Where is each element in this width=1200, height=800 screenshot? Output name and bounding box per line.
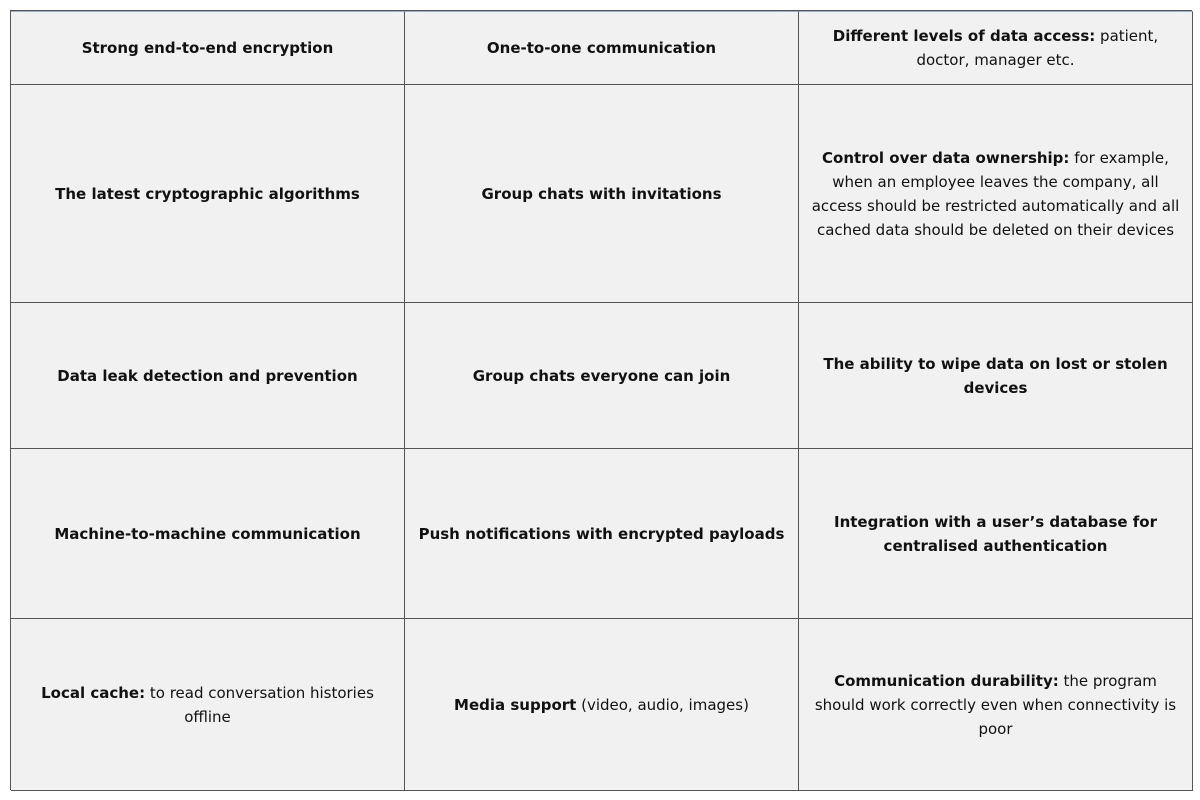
table-cell xyxy=(11,619,405,791)
cell-bold-text: The latest cryptographic algorithms xyxy=(55,184,360,203)
table-cell xyxy=(799,85,1193,303)
table-cell xyxy=(11,85,405,303)
table-cell xyxy=(11,449,405,619)
table-header-cell xyxy=(405,11,799,85)
cell-text xyxy=(809,510,1182,558)
cell-text xyxy=(55,182,360,206)
cell-bold-text: Data leak detection and prevention xyxy=(57,366,358,385)
table-cell xyxy=(405,85,799,303)
cell-bold-text: Different levels of data access: xyxy=(832,27,1096,45)
cell-plain-text: patient, doctor, manager etc. xyxy=(916,27,1159,69)
cell-bold-text: Control over data ownership: xyxy=(822,148,1070,167)
cell-text xyxy=(487,36,716,60)
table-cell xyxy=(11,303,405,449)
table-header-cell xyxy=(11,11,405,85)
cell-plain-text: to read conversation histories offline xyxy=(145,683,374,726)
cell-text xyxy=(419,522,785,546)
cell-bold-text: Group chats everyone can join xyxy=(472,366,731,385)
cell-text xyxy=(809,669,1182,741)
cell-bold-text: Machine-to-machine communication xyxy=(54,524,361,543)
cell-bold-text: Strong end-to-end encryption xyxy=(81,39,334,57)
table-header-cell xyxy=(799,11,1193,85)
cell-text xyxy=(809,24,1182,72)
feature-table xyxy=(10,10,1192,790)
cell-plain-text: (video, audio, images) xyxy=(576,695,749,714)
cell-text xyxy=(21,681,394,729)
table-cell xyxy=(799,619,1193,791)
table-cell xyxy=(405,303,799,449)
cell-text xyxy=(57,364,357,388)
cell-text xyxy=(82,36,334,60)
cell-text xyxy=(54,522,360,546)
cell-text xyxy=(473,364,731,388)
cell-text xyxy=(482,182,722,206)
cell-bold-text: Group chats with invitations xyxy=(481,184,722,203)
table-cell xyxy=(405,619,799,791)
table-cell xyxy=(405,449,799,619)
cell-bold-text: Local cache: xyxy=(41,683,146,702)
cell-plain-text: for example, when an employee leaves the company, all access should be restricted automatically and all cached data should be deleted on their devices xyxy=(811,148,1180,239)
table-cell xyxy=(799,303,1193,449)
cell-bold-text: Integration with a user’s database for centralised authentication xyxy=(833,512,1157,555)
cell-bold-text: Media support xyxy=(454,695,577,714)
cell-text xyxy=(454,693,749,717)
cell-bold-text: Communication durability: xyxy=(834,671,1059,690)
cell-text xyxy=(809,146,1182,242)
cell-plain-text: the program should work correctly even when connectivity is poor xyxy=(814,671,1177,738)
cell-bold-text: One-to-one communication xyxy=(486,39,717,57)
table-cell xyxy=(799,449,1193,619)
cell-bold-text: The ability to wipe data on lost or stolen devices xyxy=(823,354,1168,397)
cell-text xyxy=(809,352,1182,400)
cell-bold-text: Push notifications with encrypted payloads xyxy=(418,524,785,543)
